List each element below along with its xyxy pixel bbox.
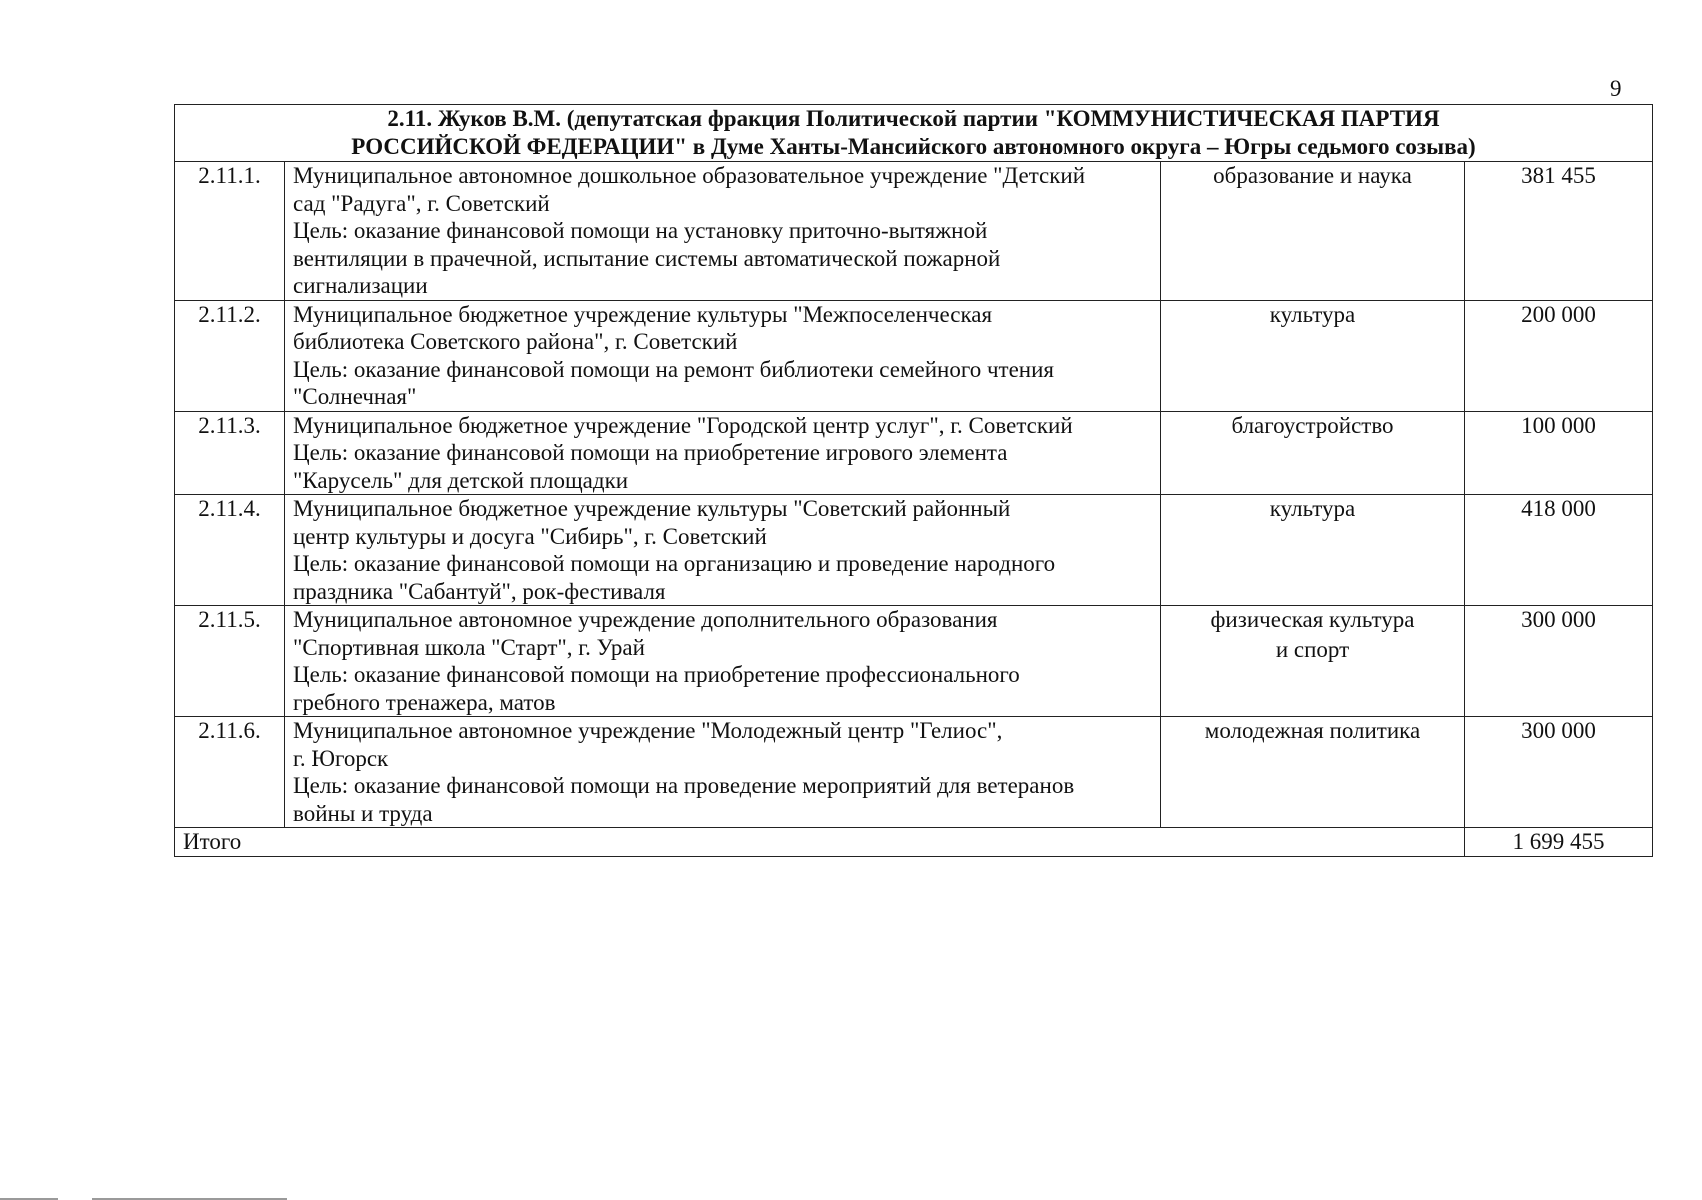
row-amount: 100 000 xyxy=(1465,411,1653,495)
description-line: вентиляции в прачечной, испытание системы автоматической пожарной xyxy=(293,245,1001,271)
table-row xyxy=(175,300,1653,411)
row-number: 2.11.3. xyxy=(175,411,285,495)
description-line: Цель: оказание финансовой помощи на приобретение игрового элемента xyxy=(293,440,1008,465)
page-number: 9 xyxy=(1610,76,1622,101)
row-description xyxy=(285,300,1161,411)
field-line: физическая культура xyxy=(1210,607,1415,632)
row-amount: 418 000 xyxy=(1465,495,1653,606)
section-header-row xyxy=(175,105,1653,162)
section-title-line-1: 2.11. Жуков В.М. (депутатская фракция Политической партии "КОММУНИСТИЧЕСКАЯ ПАРТИЯ xyxy=(387,106,1440,131)
description-line: Муниципальное бюджетное учреждение культуры "Советский районный xyxy=(293,496,1011,521)
row-field xyxy=(1161,495,1465,606)
description-line: библиотека Советского района", г. Советский xyxy=(293,329,738,354)
description-line: центр культуры и досуга "Сибирь", г. Советский xyxy=(293,523,767,549)
row-field xyxy=(1161,162,1465,301)
field-line: молодежная политика xyxy=(1204,718,1421,743)
description-line: Муниципальное автономное учреждение дополнительного образования xyxy=(293,607,998,632)
table-row xyxy=(175,411,1653,495)
total-row xyxy=(175,828,1653,857)
description-line: сад "Радуга", г. Советский xyxy=(293,190,550,216)
total-label: Итого xyxy=(175,828,1465,857)
section-title xyxy=(175,105,1653,162)
description-line: сигнализации xyxy=(293,273,428,298)
table-row xyxy=(175,606,1653,717)
description-line: "Карусель" для детской площадки xyxy=(293,467,629,493)
description-line: Цель: оказание финансовой помощи на проведение мероприятий для ветеранов xyxy=(293,773,1075,798)
description-line: г. Югорск xyxy=(293,745,389,771)
row-field xyxy=(1161,717,1465,828)
field-line: культура xyxy=(1269,496,1356,521)
section-title-line-2: РОССИЙСКОЙ ФЕДЕРАЦИИ" в Думе Ханты-Мансийского автономного округа – Югры седьмого созыва) xyxy=(351,134,1476,159)
field-line: культура xyxy=(1269,301,1356,327)
row-amount: 381 455 xyxy=(1465,162,1653,301)
row-number: 2.11.4. xyxy=(175,495,285,606)
description-line: Цель: оказание финансовой помощи на приобретение профессионального xyxy=(293,662,1020,687)
description-line: войны и труда xyxy=(293,800,433,826)
field-line: благоустройство xyxy=(1231,412,1394,438)
row-description xyxy=(285,162,1161,301)
description-line: Цель: оказание финансовой помощи на ремонт библиотеки семейного чтения xyxy=(293,356,1054,382)
row-field xyxy=(1161,606,1465,717)
description-line: Цель: оказание финансовой помощи на организацию и проведение народного xyxy=(293,551,1056,576)
field-line: образование и наука xyxy=(1213,163,1412,188)
row-number: 2.11.1. xyxy=(175,162,285,301)
description-line: Цель: оказание финансовой помощи на установку приточно-вытяжной xyxy=(293,218,988,243)
row-field xyxy=(1161,411,1465,495)
field-line: и спорт xyxy=(1275,636,1350,662)
description-line: Муниципальное бюджетное учреждение "Городской центр услуг", г. Советский xyxy=(293,412,1073,438)
description-line: Муниципальное автономное учреждение "Молодежный центр "Гелиос", xyxy=(293,718,1003,743)
row-number: 2.11.5. xyxy=(175,606,285,717)
table-row xyxy=(175,162,1653,301)
description-line: праздника "Сабантуй", рок-фестиваля xyxy=(293,578,666,604)
row-description xyxy=(285,411,1161,495)
table-row xyxy=(175,495,1653,606)
description-line: "Спортивная школа "Старт", г. Урай xyxy=(293,634,645,660)
row-amount: 200 000 xyxy=(1465,300,1653,411)
description-line: Муниципальное бюджетное учреждение культуры "Межпоселенческая xyxy=(293,301,993,327)
row-description xyxy=(285,606,1161,717)
description-line: Муниципальное автономное дошкольное образовательное учреждение "Детский xyxy=(293,163,1086,188)
total-amount: 1 699 455 xyxy=(1465,828,1653,857)
row-amount: 300 000 xyxy=(1465,717,1653,828)
row-description xyxy=(285,495,1161,606)
row-amount: 300 000 xyxy=(1465,606,1653,717)
description-line: "Солнечная" xyxy=(293,384,417,409)
row-number: 2.11.2. xyxy=(175,300,285,411)
row-field xyxy=(1161,300,1465,411)
row-number: 2.11.6. xyxy=(175,717,285,828)
table-row xyxy=(175,717,1653,828)
funding-table xyxy=(174,104,1653,857)
row-description xyxy=(285,717,1161,828)
description-line: гребного тренажера, матов xyxy=(293,689,556,715)
